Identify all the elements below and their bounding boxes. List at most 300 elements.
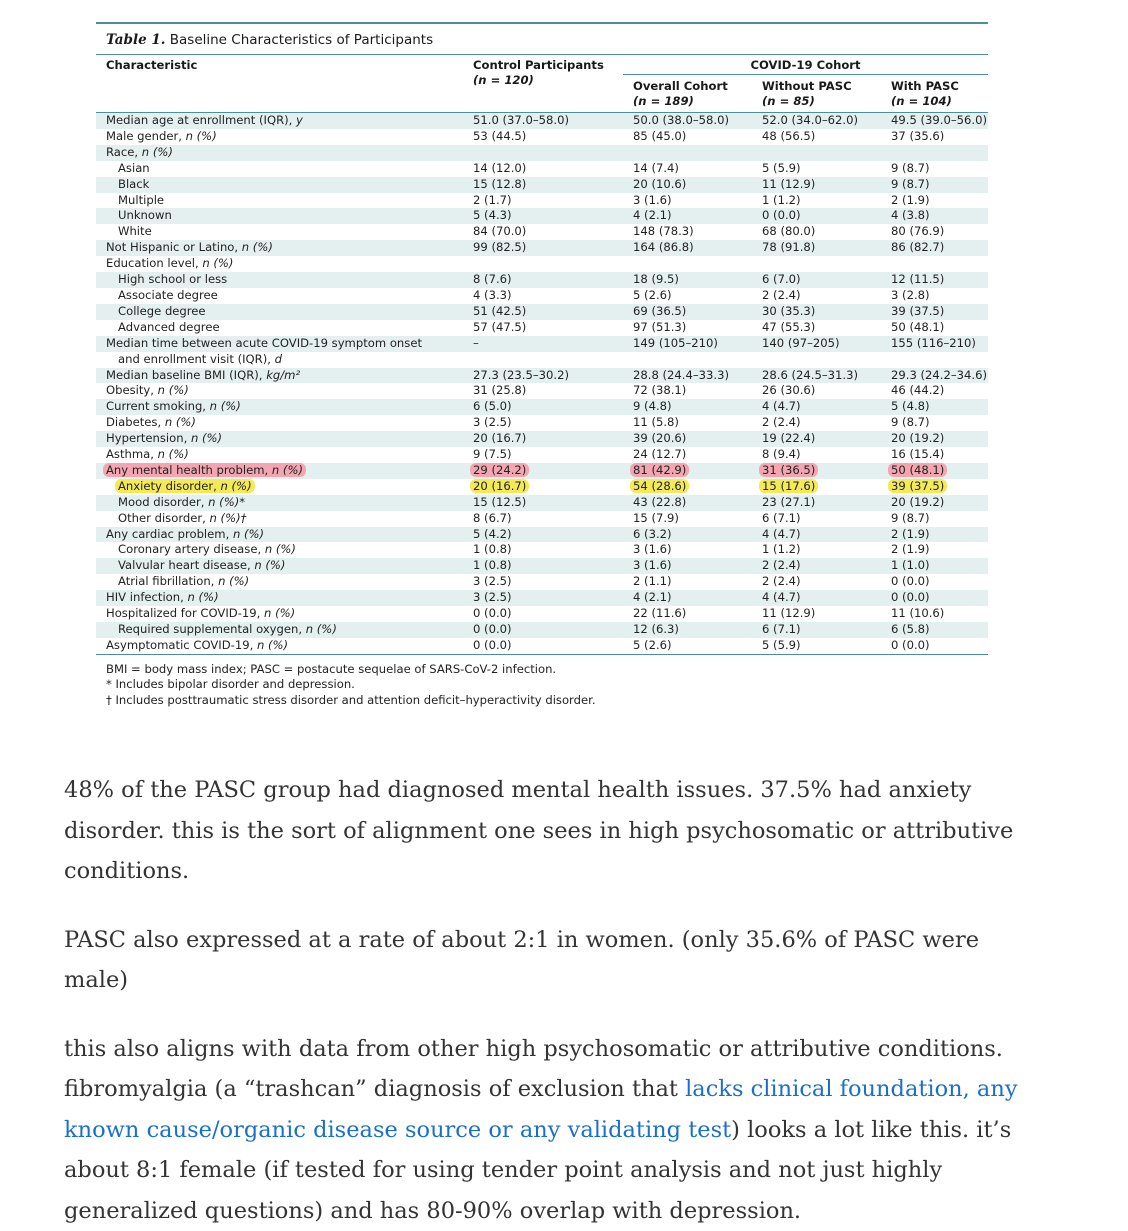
cell-control xyxy=(463,208,623,224)
header-overall-label: Overall Cohort xyxy=(633,79,752,94)
row-label xyxy=(96,638,463,654)
cell-value: 1 (1.2) xyxy=(762,193,801,207)
cell-control xyxy=(463,336,623,352)
cell-control xyxy=(463,145,623,161)
row-label-unit: n (%) xyxy=(221,479,252,493)
table-row xyxy=(96,208,988,224)
table-row xyxy=(96,542,988,558)
cell-value: 6 (3.2) xyxy=(633,527,672,541)
cell-control xyxy=(463,113,623,129)
cell-control xyxy=(463,352,623,368)
cell-without xyxy=(752,256,881,272)
cell-value: 11 (12.9) xyxy=(762,177,815,191)
row-label-unit: n (%) xyxy=(188,590,219,604)
cell-value: 5 (5.9) xyxy=(762,638,801,652)
header-without-label: Without PASC xyxy=(762,79,881,94)
row-label-unit: n (%) xyxy=(242,240,273,254)
cell-value: 0 (0.0) xyxy=(891,590,930,604)
row-label-text: Race, xyxy=(106,145,142,159)
cell-without xyxy=(752,145,881,161)
cell-value: 6 (7.0) xyxy=(762,272,801,286)
cell-overall xyxy=(623,208,752,224)
cell-value: 6 (7.1) xyxy=(762,511,801,525)
cell-without xyxy=(752,638,881,654)
cell-with xyxy=(881,383,988,399)
cell-value: 29.3 (24.2–34.6) xyxy=(891,368,987,382)
table-row xyxy=(96,479,988,495)
header-control-n: (n = 120) xyxy=(473,73,623,88)
cell-control xyxy=(463,527,623,543)
table-row xyxy=(96,352,988,368)
table-row xyxy=(96,368,988,384)
cell-without xyxy=(752,574,881,590)
cell-control xyxy=(463,272,623,288)
table-row xyxy=(96,288,988,304)
commentary-paragraph-3 xyxy=(64,1029,1044,1231)
cell-control xyxy=(463,304,623,320)
table-row xyxy=(96,129,988,145)
cell-with xyxy=(881,622,988,638)
cell-value: 86 (82.7) xyxy=(891,240,944,254)
cell-without xyxy=(752,177,881,193)
row-label-text: Education level, xyxy=(106,256,202,270)
row-label-unit: n (%) xyxy=(306,622,337,636)
row-label xyxy=(96,495,463,511)
cell-with xyxy=(881,224,988,240)
cell-control xyxy=(463,590,623,606)
cell-control xyxy=(463,511,623,527)
table-row xyxy=(96,177,988,193)
row-label-text: Valvular heart disease, xyxy=(118,558,254,572)
cell-overall xyxy=(623,240,752,256)
cell-value: 85 (45.0) xyxy=(633,129,686,143)
cell-value: 4 (3.3) xyxy=(473,288,512,302)
cell-without xyxy=(752,288,881,304)
cell-with xyxy=(881,415,988,431)
cell-overall xyxy=(623,145,752,161)
cell-value: 84 (70.0) xyxy=(473,224,526,238)
cell-with xyxy=(881,193,988,209)
cell-control xyxy=(463,240,623,256)
cell-overall xyxy=(623,638,752,654)
header-characteristic: Characteristic xyxy=(96,55,463,113)
cell-control xyxy=(463,288,623,304)
row-label-unit: n (%) xyxy=(202,256,233,270)
cell-without xyxy=(752,622,881,638)
table-row xyxy=(96,320,988,336)
cell-with xyxy=(881,129,988,145)
table-row xyxy=(96,558,988,574)
row-label-text: Median baseline BMI (IQR), xyxy=(106,368,266,382)
cell-value: 48 (56.5) xyxy=(762,129,815,143)
cell-value: 4 (2.1) xyxy=(633,590,672,604)
table-row xyxy=(96,606,988,622)
header-without-pasc xyxy=(752,75,881,113)
cell-without xyxy=(752,272,881,288)
cell-control xyxy=(463,638,623,654)
row-label xyxy=(96,368,463,384)
cell-value: 3 (1.6) xyxy=(633,193,672,207)
table-row xyxy=(96,574,988,590)
cell-value: 2 (1.1) xyxy=(633,574,672,588)
cell-without xyxy=(752,495,881,511)
cell-overall xyxy=(623,495,752,511)
row-label-unit: n (%)* xyxy=(208,495,245,509)
cell-without xyxy=(752,431,881,447)
cell-with xyxy=(881,447,988,463)
cell-value: 6 (5.0) xyxy=(473,399,512,413)
cell-value: 5 (2.6) xyxy=(633,638,672,652)
cell-value: 9 (8.7) xyxy=(891,415,930,429)
cell-value: 37 (35.6) xyxy=(891,129,944,143)
cell-with xyxy=(881,288,988,304)
table-row xyxy=(96,193,988,209)
cell-without xyxy=(752,240,881,256)
cell-value: 16 (15.4) xyxy=(891,447,944,461)
row-label-text: Diabetes, xyxy=(106,415,165,429)
cell-value: 29 (24.2) xyxy=(470,463,529,477)
row-label-text: White xyxy=(118,224,152,238)
row-label xyxy=(96,463,463,479)
cell-with xyxy=(881,574,988,590)
table-row xyxy=(96,495,988,511)
cell-control xyxy=(463,193,623,209)
cell-with xyxy=(881,368,988,384)
row-label-unit: n (%) xyxy=(257,638,288,652)
cell-without xyxy=(752,558,881,574)
table-row xyxy=(96,463,988,479)
header-with-label: With PASC xyxy=(891,79,988,94)
highlight-mark xyxy=(115,479,255,493)
cell-value: 20 (10.6) xyxy=(633,177,686,191)
table-row xyxy=(96,224,988,240)
commentary-p3-after: ) looks a lot like this. it’s about 8:1 female (if tested for using tender point analysis and not just highly generalized questions) and has 80-90% overlap with depression. xyxy=(64,1117,1011,1224)
cell-overall xyxy=(623,574,752,590)
row-label xyxy=(96,431,463,447)
cell-value: 4 (4.7) xyxy=(762,527,801,541)
cell-value: 140 (97–205) xyxy=(762,336,840,350)
cell-value: 12 (6.3) xyxy=(633,622,679,636)
cell-value: 31 (25.8) xyxy=(473,383,526,397)
cell-value: 14 (12.0) xyxy=(473,161,526,175)
cell-overall xyxy=(623,320,752,336)
row-label xyxy=(96,527,463,543)
cell-with xyxy=(881,527,988,543)
header-with-pasc xyxy=(881,75,988,113)
row-label-text: Median age at enrollment (IQR), xyxy=(106,113,296,127)
cell-value: 149 (105–210) xyxy=(633,336,718,350)
row-label-text: Hypertension, xyxy=(106,431,191,445)
table-figure xyxy=(96,22,988,709)
row-label xyxy=(96,177,463,193)
cell-value: 4 (4.7) xyxy=(762,399,801,413)
cell-value: 2 (2.4) xyxy=(762,574,801,588)
cell-value: 3 (1.6) xyxy=(633,542,672,556)
cell-value: 4 (4.7) xyxy=(762,590,801,604)
row-label-text: Asthma, xyxy=(106,447,158,461)
cell-overall xyxy=(623,463,752,479)
cell-value: 51.0 (37.0–58.0) xyxy=(473,113,569,127)
cell-value: 5 (4.8) xyxy=(891,399,930,413)
row-label-text: Not Hispanic or Latino, xyxy=(106,240,242,254)
cell-value: 3 (2.5) xyxy=(473,415,512,429)
row-label-unit: n (%) xyxy=(186,129,217,143)
row-label xyxy=(96,558,463,574)
table-row xyxy=(96,511,988,527)
table-caption xyxy=(96,24,988,54)
row-label-text: HIV infection, xyxy=(106,590,188,604)
cell-without xyxy=(752,383,881,399)
cell-value: 28.8 (24.4–33.3) xyxy=(633,368,729,382)
cell-control xyxy=(463,129,623,145)
row-label-text: Advanced degree xyxy=(118,320,220,334)
table-row xyxy=(96,161,988,177)
row-label-text: Other disorder, xyxy=(118,511,210,525)
table-row xyxy=(96,447,988,463)
cell-value: 18 (9.5) xyxy=(633,272,679,286)
cell-control xyxy=(463,463,623,479)
cell-overall xyxy=(623,368,752,384)
cell-with xyxy=(881,542,988,558)
cell-overall xyxy=(623,352,752,368)
row-label-text: Coronary artery disease, xyxy=(118,542,265,556)
cell-with xyxy=(881,479,988,495)
row-label xyxy=(96,574,463,590)
cell-value: 0 (0.0) xyxy=(891,638,930,652)
cell-with xyxy=(881,272,988,288)
table-row xyxy=(96,336,988,352)
row-label xyxy=(96,113,463,129)
cell-value: 3 (2.8) xyxy=(891,288,930,302)
cell-with xyxy=(881,240,988,256)
commentary xyxy=(64,770,1044,1231)
cell-value: 0 (0.0) xyxy=(473,622,512,636)
cell-value: 20 (16.7) xyxy=(470,479,529,493)
cell-value: 47 (55.3) xyxy=(762,320,815,334)
cell-value: 3 (2.5) xyxy=(473,590,512,604)
header-without-n: (n = 85) xyxy=(762,94,881,109)
cell-value: 1 (0.8) xyxy=(473,558,512,572)
cell-value: 43 (22.8) xyxy=(633,495,686,509)
table-row xyxy=(96,383,988,399)
cell-value: 11 (5.8) xyxy=(633,415,679,429)
table-row xyxy=(96,415,988,431)
cell-without xyxy=(752,399,881,415)
cell-control xyxy=(463,320,623,336)
cell-value: 0 (0.0) xyxy=(762,208,801,222)
cell-value: 1 (1.2) xyxy=(762,542,801,556)
cell-overall xyxy=(623,447,752,463)
cell-value: 97 (51.3) xyxy=(633,320,686,334)
cell-value: 2 (2.4) xyxy=(762,558,801,572)
cell-overall xyxy=(623,161,752,177)
cell-value: 50 (48.1) xyxy=(891,320,944,334)
footnote-mood: * Includes bipolar disorder and depression. xyxy=(106,677,988,693)
cell-value: 3 (2.5) xyxy=(473,574,512,588)
row-label-text: Mood disorder, xyxy=(118,495,208,509)
cell-with xyxy=(881,304,988,320)
table-caption-label: Table 1. xyxy=(106,32,165,48)
cell-value: 3 (1.6) xyxy=(633,558,672,572)
table-row xyxy=(96,527,988,543)
row-label xyxy=(96,256,463,272)
cell-value: 2 (1.7) xyxy=(473,193,512,207)
cell-without xyxy=(752,352,881,368)
cell-value: 8 (9.4) xyxy=(762,447,801,461)
cell-value: 164 (86.8) xyxy=(633,240,694,254)
row-label xyxy=(96,272,463,288)
cell-without xyxy=(752,527,881,543)
cell-control xyxy=(463,495,623,511)
cell-value: 9 (4.8) xyxy=(633,399,672,413)
cell-value: 0 (0.0) xyxy=(891,574,930,588)
cell-value: 20 (19.2) xyxy=(891,431,944,445)
cell-value: 12 (11.5) xyxy=(891,272,944,286)
row-label xyxy=(96,542,463,558)
cell-overall xyxy=(623,129,752,145)
cell-with xyxy=(881,590,988,606)
table-row xyxy=(96,145,988,161)
table-row xyxy=(96,304,988,320)
cell-without xyxy=(752,606,881,622)
cell-value: 31 (36.5) xyxy=(759,463,818,477)
row-label-text: Obesity, xyxy=(106,383,158,397)
cell-without xyxy=(752,368,881,384)
cell-value: 23 (27.1) xyxy=(762,495,815,509)
row-label-unit: n (%) xyxy=(272,463,303,477)
cell-overall xyxy=(623,383,752,399)
cell-value: 5 (4.3) xyxy=(473,208,512,222)
row-label xyxy=(96,161,463,177)
cell-without xyxy=(752,224,881,240)
cell-without xyxy=(752,113,881,129)
cell-value: 51 (42.5) xyxy=(473,304,526,318)
cell-with xyxy=(881,177,988,193)
cell-with xyxy=(881,463,988,479)
row-label-unit: n (%) xyxy=(142,145,173,159)
row-label-text: Anxiety disorder, xyxy=(118,479,221,493)
cell-value: 30 (35.3) xyxy=(762,304,815,318)
cell-value: 15 (17.6) xyxy=(759,479,818,493)
cell-overall xyxy=(623,431,752,447)
cell-overall xyxy=(623,590,752,606)
row-label-unit: n (%) xyxy=(210,399,241,413)
cell-without xyxy=(752,511,881,527)
row-label xyxy=(96,145,463,161)
cell-value: 14 (7.4) xyxy=(633,161,679,175)
row-label-text: Hospitalized for COVID-19, xyxy=(106,606,264,620)
cell-value: 2 (1.9) xyxy=(891,542,930,556)
table-caption-title: Baseline Characteristics of Participants xyxy=(170,32,433,48)
cell-without xyxy=(752,193,881,209)
fibromyalgia-link[interactable]: lacks clinical foundation, any known cause/organic disease source or any validating test xyxy=(64,1076,1018,1143)
cell-without xyxy=(752,463,881,479)
cell-value: 19 (22.4) xyxy=(762,431,815,445)
cell-overall xyxy=(623,272,752,288)
row-label xyxy=(96,240,463,256)
row-label xyxy=(96,129,463,145)
cell-overall xyxy=(623,113,752,129)
cell-value: 0 (0.0) xyxy=(473,606,512,620)
cell-control xyxy=(463,415,623,431)
table-row xyxy=(96,431,988,447)
row-label-text: Asian xyxy=(118,161,150,175)
row-label xyxy=(96,606,463,622)
row-label-unit: d xyxy=(275,352,282,366)
cell-value: 5 (5.9) xyxy=(762,161,801,175)
row-label xyxy=(96,193,463,209)
cell-overall xyxy=(623,256,752,272)
cell-value: 15 (7.9) xyxy=(633,511,679,525)
cell-without xyxy=(752,320,881,336)
cell-value: 1 (0.8) xyxy=(473,542,512,556)
table-row xyxy=(96,622,988,638)
cell-value: 46 (44.2) xyxy=(891,383,944,397)
cell-without xyxy=(752,542,881,558)
commentary-paragraph-2: PASC also expressed at a rate of about 2:1 in women. (only 35.6% of PASC were male) xyxy=(64,920,1044,1001)
cell-value: 80 (76.9) xyxy=(891,224,944,238)
cell-control xyxy=(463,558,623,574)
cell-overall xyxy=(623,622,752,638)
cell-overall xyxy=(623,224,752,240)
cell-value: 39 (37.5) xyxy=(891,304,944,318)
row-label xyxy=(96,304,463,320)
row-label xyxy=(96,511,463,527)
cell-value: 50 (48.1) xyxy=(888,463,947,477)
cell-with xyxy=(881,336,988,352)
cell-overall xyxy=(623,336,752,352)
table-row xyxy=(96,590,988,606)
cell-without xyxy=(752,304,881,320)
cell-overall xyxy=(623,527,752,543)
row-label-unit: kg/m² xyxy=(266,368,300,382)
cell-value: 53 (44.5) xyxy=(473,129,526,143)
row-label-unit: n (%) xyxy=(218,574,249,588)
cell-with xyxy=(881,638,988,654)
row-label xyxy=(96,590,463,606)
cell-value: 72 (38.1) xyxy=(633,383,686,397)
cell-control xyxy=(463,256,623,272)
row-label-text: and enrollment visit (IQR), xyxy=(118,352,275,366)
row-label-text: Black xyxy=(118,177,149,191)
cell-value: 22 (11.6) xyxy=(633,606,686,620)
cell-control xyxy=(463,368,623,384)
row-label-unit: y xyxy=(296,113,303,127)
baseline-characteristics-table xyxy=(96,55,988,655)
cell-value: 54 (28.6) xyxy=(630,479,689,493)
cell-value: 78 (91.8) xyxy=(762,240,815,254)
row-label-unit: n (%)† xyxy=(210,511,247,525)
cell-value: 26 (30.6) xyxy=(762,383,815,397)
footnote-other: † Includes posttraumatic stress disorder and attention deficit–hyperactivity disorder. xyxy=(106,693,988,709)
cell-control xyxy=(463,431,623,447)
cell-value: 39 (37.5) xyxy=(888,479,947,493)
header-control-label: Control Participants xyxy=(473,58,623,73)
row-label xyxy=(96,447,463,463)
commentary-p3-before: this also aligns with data from other high psychosomatic or attributive conditions. fibromyalgia (a “trashcan” diagnosis of exclusion that xyxy=(64,1036,1003,1103)
cell-value: 2 (1.9) xyxy=(891,193,930,207)
cell-value: 9 (8.7) xyxy=(891,161,930,175)
cell-overall xyxy=(623,511,752,527)
table-row xyxy=(96,113,988,129)
cell-without xyxy=(752,208,881,224)
cell-control xyxy=(463,399,623,415)
row-label-text: Median time between acute COVID-19 symptom onset xyxy=(106,336,422,350)
cell-value: 50.0 (38.0–58.0) xyxy=(633,113,729,127)
cell-value: 2 (2.4) xyxy=(762,415,801,429)
cell-with xyxy=(881,208,988,224)
row-label-unit: n (%) xyxy=(264,606,295,620)
